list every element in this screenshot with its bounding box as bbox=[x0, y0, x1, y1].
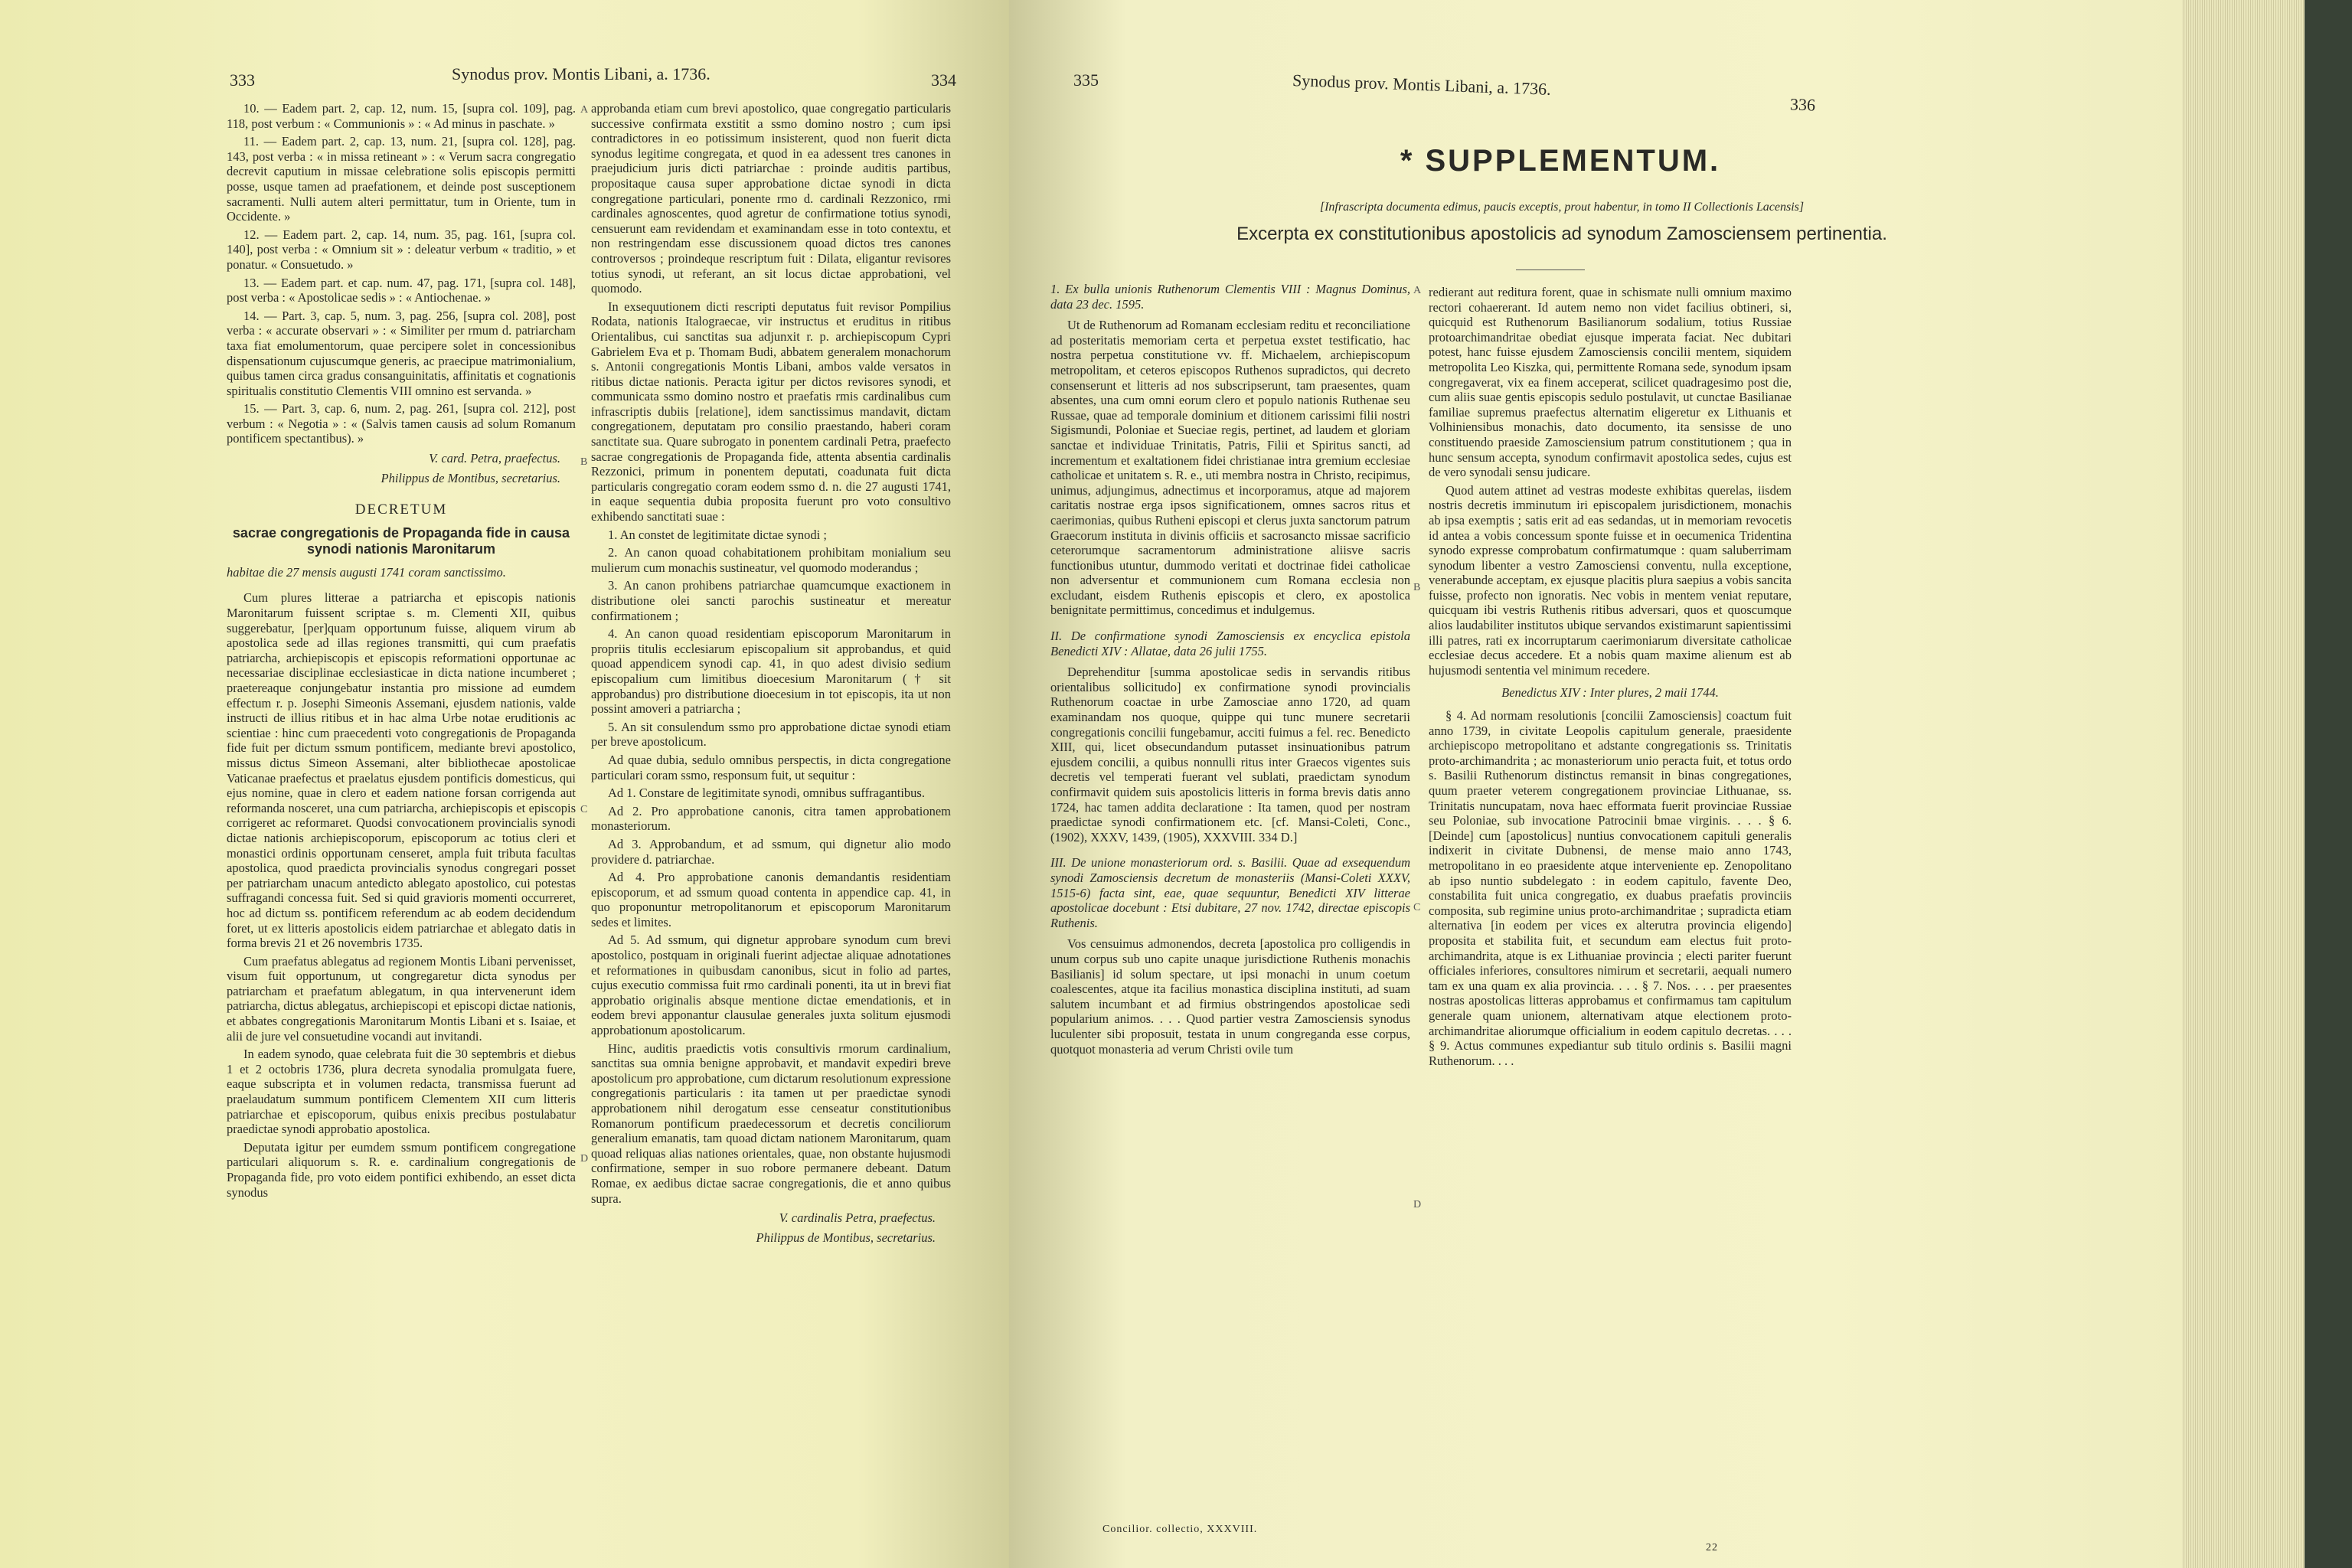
background-edge bbox=[2305, 0, 2352, 1568]
right-column-2 bbox=[1429, 285, 1792, 1510]
paragraph: redierant aut reditura forent, quae in schismate nulli omnium maximo rectori cohaererant. Id autem nemo non videt facilius obtineri, si, quicquid est Ruthenorum Basilianorum sodalium, totius Russiae protoarchimandritae obediat ejusque imperata faciat. Nec dubitari potest, hanc fuisse ejusdem Zamosciensis concilii mentem, siquidem metropolita Leo Kiszka, qui, permittente Romana sede, synodum ipsam congregaverat, vix ea finem acceperat, scilicet quadragesimo post die, cum aliis suae gentis episcopis sedulo postulavit, ut cunctae Basilianae familiae supremus praefectus alternatim eligeretur ex Lithuanis et Volhiniensibus monachis, dato documento, ita sensisse de uno constituendo praeside Zamosciensium patrum constitutionem ; qua in hunc sensum accepta, synodum confirmavit apostolica sedes, cujus est de vero synodali sensu judicare. bbox=[1429, 285, 1792, 480]
margin-letter-a: A bbox=[580, 104, 589, 116]
left-column-2 bbox=[591, 101, 951, 1502]
note-14: 14. — Part. 3, cap. 5, num. 3, pag. 256, [supra col. 208], post verba : « accurate observari » : « Similiter per rmum d. patriarcham taxa fiat emolumentorum, quae percipere solet in concessionibus dispensationum cujuscumque generis, ac praecipue matrimonialium, quibus tamen circa gradus consanguinitatis, affinitatis et cognationis spiritualis constitutio Clementis VIII omnino est servanda. » bbox=[227, 308, 576, 398]
paragraph: Vos censuimus admonendos, decreta [apostolica pro colligendis in unum corpus sub uno capite unaque jurisdictione Ruthenis monachis Basilianis] id solum spectare, ut ipsi monachi in unum coetum coalescentes, atque ita facilius monastica disciplina instituti, ad suam salutem incumbant et ad firmius obstringendos apostolicae sedi popularium animos. . . . Quod partier vestra Zamosciensis synodus luculenter sibi proposuit, testata in unum congreganda esse corpus, quotquot monasteria ad verum Christi ovile tum bbox=[1050, 936, 1410, 1057]
margin-letter-d: D bbox=[1413, 1199, 1422, 1210]
margin-letter-c: C bbox=[580, 804, 588, 815]
signature-prefect: V. cardinalis Petra, praefectus. bbox=[779, 1210, 936, 1226]
decretum-paragraph: Cum plures litterae a patriarcha et episcopis nationis Maronitarum fuissent scriptae s. m. Clementi XII, quibus suggerebatur, [per]quam opportunum fuisse, aliquem virum ab apostolica sede ad illas regiones transmitti, qui cum praefatis patriarcha, archiepiscopis et episcopis reformationi opportunae ac necessariae disciplinae ecclesiasticae in dicta natione incumberet ; praetereaque conjungebatur instantia pro missione ad eumdem effectum r. p. Josephi Simeonis Assemani, ejusdem nationis, valde instructi de illius ritibus et in hac alma Urbe notae eruditionis ac scientiae : hinc cum praecedenti voto congregationis de Propaganda fide fuit per dictum ssmum pontificem, mediante brevi apostolico, missus dictus Simeon Assemani, alter bibliothecae apostolicae Vaticanae praefectus et praelatus ejusdem pontificis domesticus, qui ejus nomine, quae in clero et eadem natione forsan corrigenda aut reformanda nosceret, una cum patriarcha, archiepiscopis et episcopis corrigeret ac reformaret. Quodsi convocationem provincialis synodi dictae nationis archiepiscoporum, episcoporum ac totius cleri et monastici ordinis opportunam censeret, ampla fuit tributa facultas apostolica, quod praedicta provincialis synodus congregari posset per patriarcham unacum antedicto ablegato apostolico, cui potestas suffragandi concessa fuit. Sed si quid gravioris momenti occurreret, hoc ad dictum ss. pontificem referendum ac ab eodem decidendum foret, ut ex litteris apostolicis eidem patriarchae et ablegato datis in forma brevis 21 et 26 novembris 1735. bbox=[227, 590, 576, 951]
margin-letter-a: A bbox=[1413, 285, 1422, 296]
margin-letter-d: D bbox=[580, 1153, 589, 1165]
decretum-paragraph: In eadem synodo, quae celebrata fuit die 30 septembris et diebus 1 et 2 octobris 1736, plura decreta synodalia promulgata fuere, eaque subscripta et in volumen redacta, transmissa fuerunt ad praelaudatum summum pontificem Clementem XII cum litteris patriarchae et episcoporum, quibus enixis precibus postulabatur praedictae synodi approbatio apostolica. bbox=[227, 1047, 576, 1137]
response-5: Ad 5. Ad ssmum, qui dignetur approbare synodum cum brevi apostolico, postquam in originali fuerint adjectae aliquae adnotationes et reformationes in quibusdam canonibus, sicut in folio ad partes, cujus executio commissa fuit rmo cardinali ponenti, ita ut in brevi fiat approbatio originalis absque mentione dictae emendationis, et in eodem brevi apponantur clausulae generales juxta solitum ejusmodi approbationum apostolicarum. bbox=[591, 933, 951, 1038]
running-head-left: Synodus prov. Montis Libani, a. 1736. bbox=[452, 64, 710, 83]
margin-letter-b: B bbox=[1413, 582, 1421, 593]
running-head-right: Synodus prov. Montis Libani, a. 1736. bbox=[1292, 70, 1552, 99]
page-edges bbox=[2182, 0, 2305, 1568]
decretum-date: habitae die 27 mensis augusti 1741 coram sanctissimo. bbox=[227, 564, 506, 580]
paragraph: § 4. Ad normam resolutionis [concilii Zamosciensis] coactum fuit anno 1739, in civitate Leopolis capitulum generale, praesidente archiepiscopo metropolitano et adstante congregationis ss. Trinitatis proto-archimandrita ; ac monasteriorum unio peracta fuit, et totus ordo s. Basilii Ruthenorum distinctus remansit in binas congregationes, quum praeter veterem congregationem provinciae Lithuanae, ss. Trinitatis nuncupatam, nova haec efformata fuerit provinciae Russiae seu Poloniae, sub invocatione Patrocinii bmae virginis. . . . § 6. [Deinde] cum [apostolicus] nuntius convocationem capituli generalis indixerit in civitate Dubnensi, de mense maio anno 1743, metropolitano in eo praesidente atque interveniente ep. Zenopolitano ab ipso nuntio subdelegato : in eodem capitulo, favente Deo, constabilita fuit unica congregatio, ex duabus praefatis provinciis composita, sub regimine unius proto-archimandritae ; supradicta etiam alternativa [in eodem per vices ex alterutra provincia eligendo] proposita et stabilita fuit, et secundum eam electus fuit proto-archimandrita, atque is ex Lithuaniae provincia ; electi pariter fuerunt officiales inferiores, consultores nimirum et secretarii, aequali numero tam ex una quam ex alia provincia. . . . § 7. Nos. . . . per praesentes nostras apostolicas litteras approbamus et confirmamus tam capitulum generale quam unionem, alternativam atque electionem proto-archimandritae aliorumque officialium in eodem capitulo decretas. . . . § 9. Actus communes expediantur sub titulo ordinis s. Basilii magni Ruthenorum. . . . bbox=[1429, 708, 1792, 1068]
paragraph: Quod autem attinet ad vestras modeste exhibitas querelas, iisdem nostris decretis imminutum iri episcopalem jurisdictionem, monachis ab ipsa exemptis ; satis erit ad eas sedandas, ut in memoriam revocetis id antea a vobis concessum sponte fuisse et in oecumenica Tridentina synodo expresse comprobatum confirmatumque : quam saluberrimam synodum libenter a vestro Zamosciensi conventu, nulla exceptione, venerabunde acceptam, ex ejusque placitis plura saepius a vobis sancita fuisse, profecto non ignoratis. Nec vobis in mentem veniat reputare, quicquam ibi vestris Ruthenis ritibus adversari, quos et quoscumque alios laudabiliter institutos ubique servandos existimarunt sapientissimi illi patres, rati ex incorruptarum caerimoniarum diversitate catholicae ecclesiae decus accedere. Et a nobis quam maxime alienum est ab hujusmodi sententia vel minimum recedere. bbox=[1429, 482, 1792, 678]
section-heading-3: III. De unione monasteriorum ord. s. Basilii. Quae ad exsequendum synodi Zamosciensis decretum de monasteriis (Mansi-Coleti XXXV, 1515-6) facta sint, eae, quae sequuntur, Benedicti XIV litterae apostolicae docebunt : Etsi dubitare, 27 nov. 1742, directae episcopis Ruthenis. bbox=[1050, 855, 1410, 930]
response-3: Ad 3. Approbandum, et ad ssmum, qui dignetur alio modo providere d. patriarchae. bbox=[591, 836, 951, 867]
left-page bbox=[0, 0, 1009, 1568]
page-number-336: 336 bbox=[1789, 94, 1816, 115]
signature-mark: 22 bbox=[1706, 1542, 1718, 1553]
signature-secretary: Philippus de Montibus, secretarius. bbox=[756, 1230, 936, 1245]
page-number-335: 335 bbox=[1073, 70, 1099, 90]
paragraph: Ut de Ruthenorum ad Romanam ecclesiam reditu et reconciliatione ad posteritatis memoriam certa et perpetua exstet testificatio, hac nostra perpetua constitutione vv. ff. Michaelem, archiepiscopum metropolitam, et ceteros episcopos Ruthenos supradictos, qui decreto consenserunt et litteris ad nos subscripserunt, tam praesentes, quam absentes, una cum omni eorum clero et populo nationis Ruthenae seu Russae, quae ad temporale dominium et ditionem carissimi filii nostri Sigismundi, Poloniae et Sueciae regis, pertinet, ad laudem et gloriam sanctae et individuae Trinitatis, Patris, Filii et Spiritus sancti, ad incrementum et exaltationem fidei christianae intra gremium ecclesiae catholicae et unitatem s. R. e., uti membra nostra in Christo, recipimus, unimus, adjungimus, adnectimus et incorporamus, atque ad majorem caritatis nostrae erga ipsos significationem, omnes sacros ritus et caerimonias, quibus Rutheni episcopi et clerus juxta sanctorum patrum Graecorum instituta in divinis officiis et sacrosancto missae sacrificio ceterorumque sacramentorum administratione aliisve sacris functionibus utuntur, dummodo veritati et doctrinae fidei catholicae non adversentur et communionem cum Romana ecclesia non excludant, eisdem Ruthenis episcopis et clero, ex apostolica benignitate permittimus, concedimus et indulgemus. bbox=[1050, 318, 1410, 618]
supplementum-title: * SUPPLEMENTUM. bbox=[1400, 144, 1721, 178]
note-15: 15. — Part. 3, cap. 6, num. 2, pag. 261, [supra col. 212], post verbum : « Negotia » : « (Salvis tamen causis ad solum Romanum pontificem spectantibus). » bbox=[227, 401, 576, 446]
decretum-heading: sacrae congregationis de Propaganda fide in causa synodi nationis Maronitarum bbox=[232, 524, 570, 557]
response-2: Ad 2. Pro approbatione canonis, citra tamen approbationem monasteriorum. bbox=[591, 803, 951, 834]
supplementum-note: [Infrascripta documenta edimus, paucis exceptis, prout habentur, in tomo II Collectionis Lacensis] bbox=[1319, 201, 1805, 214]
decretum-title: DECRETUM bbox=[354, 501, 448, 518]
excerpta-title: Excerpta ex constitutionibus apostolicis ad synodum Zamosciensem pertinentia. bbox=[1236, 224, 1887, 244]
paragraph: Deprehenditur [summa apostolicae sedis in servandis ritibus orientalibus sollicitudo] ex confirmatione synodi provincialis Ruthenorum coactae in urbe Zamosciae anno 1720, ad quam examinandam nos quoque, quippe qui tunc munere secretarii congregationis concilii fungebamur, acciti fuimus a fel. rec. Benedicto XIII, qui, licet obsecundandum putasset insinuationibus patrum ejusdem concilii, a quibus nonnulli ritus inter Graecos vigentes suis decretis vel temperati fuerant vel sublati, praedictam synodum confirmavit quidem suis apostolicis litteris in forma brevis datis anno 1724, hac tamen addita declaratione : Ita tamen, quod per nostram praedictae synodi confirmationem etc. [cf. Mansi-Coleti, Conc., (1902), XXXV, 1439, (1905), XXXVIII. 334 D.] bbox=[1050, 665, 1410, 844]
signature-prefect: V. card. Petra, praefectus. bbox=[429, 451, 560, 466]
page-number-333: 333 bbox=[230, 70, 255, 90]
signature-secretary: Philippus de Montibus, secretarius. bbox=[381, 470, 560, 485]
right-column-1 bbox=[1050, 282, 1410, 1507]
paragraph: Ad quae dubia, sedulo omnibus perspectis, in dicta congregatione particulari coram ssmo, responsum fuit, ut sequitur : bbox=[591, 752, 951, 782]
response-1: Ad 1. Constare de legitimitate synodi, omnibus suffragantibus. bbox=[608, 786, 925, 801]
response-4: Ad 4. Pro approbatione canonis demandantis residentiam episcoporum, et ad ssmum quoad contenta in appendice cap. 41, in quo proponuntur metropolitanorum et episcoporum Maronitarum sedes et limites. bbox=[591, 870, 951, 929]
decretum-paragraph: Cum praefatus ablegatus ad regionem Montis Libani pervenisset, visum fuit opportunum, ut congregaretur dicta synodus per patriarcham et praefatum ablegatum, in qua intervenerunt idem patriarcha, dictus ablegatus, archiepiscopi et episcopi dictae nationis, et abbates congregationis Maronitarum Montis Libani et s. Isaiae, et alii de jure vel consuetudine vocandi aut invitandi. bbox=[227, 953, 576, 1044]
paragraph: Hinc, auditis praedictis votis consultivis rmorum cardinalium, sanctitas sua omnia benigne approbavit, et mandavit expediri breve apostolicum pro approbatione, cum dictarum resolutionum expressione congregationis particularis : ita tamen ut per praedictae synodi approbationem nihil derogatum esse censeatur constitutionibus Romanorum pontificum praedecessorum et decretis conciliorum generalium emanatis, tam quoad dictam nationem Maronitarum, quam quoad reliquas alias nationes orientales, quae, non obstante hujusmodi confirmatione, semper in suo robore permanere debeant. Datum Romae, ex aedibus dictae sacrae congregationis, die et anno quibus supra. bbox=[591, 1040, 951, 1206]
paragraph: approbanda etiam cum brevi apostolico, quae congregatio particularis successive confirmata exstitit a ssmo domino nostro ; cum ipsi contradictores in eo potissimum insisterent, quod non fuerit dicta synodus legitime congregata, et quod in ea adessent tres canones in praejudicium juris dicti patriarchae : proinde auditis partibus, propositaque causa super approbatione dictae synodi in dicta congregatione particulari, ponente rmo d. cardinali Rezzonico, rmi cardinales agnoscentes, quod agretur de confirmatione totius synodi, censuerunt eam revidendam et examinandam esse in toto contextu, et non restringendam esse discussionem quoad dictos tres canones controversos ; proindeque rescriptum fuit : Dilata, eligantur revisores totius synodi, ut referant, an sit locus dictae approbationi, vel quomodo. bbox=[591, 101, 951, 296]
margin-letter-c: C bbox=[1413, 902, 1421, 913]
dubium-4: 4. An canon quoad residentiam episcoporum Maronitarum in propriis titulis ecclesiarum episcopalium sit approbandus, et quid quoad appendicem synodi cap. 41, in quo adest divisio sedium episcopalium cum limitibus dioecesium Maronitarum († sit approbandus) pro distributione dioecesium in tot episcopis, ita ut non possint amoveri a patriarcha ; bbox=[591, 626, 951, 717]
section-heading-2: II. De confirmatione synodi Zamosciensis ex encyclica epistola Benedicti XIV : Allatae, data 26 julii 1755. bbox=[1050, 629, 1410, 658]
note-11: 11. — Eadem part. 2, cap. 13, num. 21, [supra col. 128], pag. 143, post verba : « in missa retineant » : « Verum sacra congregatio decrevit caputium in missae celebratione solis episcopis permitti posse, usque tamen ad praefationem, et deinde post susceptionem sacramenti. Nulli autem alteri permittatur, tum in Oriente, tum in Occidente. » bbox=[227, 134, 576, 224]
margin-letter-b: B bbox=[580, 456, 588, 468]
paragraph: In exsequutionem dicti rescripti deputatus fuit revisor Pompilius Rodata, nationis Italograecae, vir instructus et eruditus in ritibus Orientalibus, cui sanctitas sua adjunxit r. p. archiepiscopum Cypri Gabrielem Eva et p. Thomam Budi, abbatem generalem monachorum s. Antonii congregationis Montis Libani, ambos valde versatos in ritibus dictae nationis. Peracta igitur per dictos revisores synodi, et communicata ssmo domino nostro et praefatis rmis cardinalibus cum infrascriptis dubiis [relatione], idem sanctissimus mandavit, dictam congregationem, deputatam pro consilio praestando, haberi coram sanctitate sua. Quare subrogato in ponentem cardinali Petra, praefecto sacrae congregationis de Propaganda fide, attenta absentia cardinalis Rezzonici, primum in ponentem deputati, coadunata fuit dicta particularis congregatio coram eodem ssmo d. n. die 27 augusti 1741, in eaque sequentia dubia proposita fuerunt pro voto consultivo exhibendo sanctitati suae : bbox=[591, 299, 951, 524]
dubium-5: 5. An sit consulendum ssmo pro approbatione dictae synodi etiam per breve apostolicum. bbox=[591, 719, 951, 750]
footer-collection: Concilior. collectio, XXXVIII. bbox=[1102, 1524, 1258, 1535]
dubium-1: 1. An constet de legitimitate dictae synodi ; bbox=[608, 527, 827, 542]
note-10: 10. — Eadem part. 2, cap. 12, num. 15, [supra col. 109], pag. 118, post verbum : « Communionis » : « Ad minus in paschate. » bbox=[227, 101, 576, 131]
page-number-334: 334 bbox=[931, 70, 956, 90]
decretum-paragraph: Deputata igitur per eumdem ssmum pontificem congregatione particulari aliquorum s. R. e. cardinalium congregationis de Propaganda fide, pro voto eidem pontifici exhibendo, an esset dicta synodus bbox=[227, 1139, 576, 1200]
left-column-1 bbox=[227, 101, 576, 1502]
citation-benedict: Benedictus XIV : Inter plures, 2 maii 1744. bbox=[1501, 685, 1719, 701]
dubium-2: 2. An canon quoad cohabitationem prohibitam monialium seu mulierum cum monachis sustineatur, vel quomodo moderandus ; bbox=[591, 545, 951, 575]
section-heading-1: 1. Ex bulla unionis Ruthenorum Clementis VIII : Magnus Dominus, data 23 dec. 1595. bbox=[1050, 282, 1410, 312]
note-13: 13. — Eadem part. et cap. num. 47, pag. 171, [supra col. 148], post verba : « Apostolicae sedis » : « Antiochenae. » bbox=[227, 275, 576, 305]
note-12: 12. — Eadem part. 2, cap. 14, num. 35, pag. 161, [supra col. 140], post verba : « Omnium sit » : deleatur verbum « traditio, » et ponatur. « Consuetudo. » bbox=[227, 227, 576, 272]
dubium-3: 3. An canon prohibens patriarchae quamcumque exactionem in distributione olei sancti parochis sustineatur et mereatur confirmationem ; bbox=[591, 578, 951, 623]
